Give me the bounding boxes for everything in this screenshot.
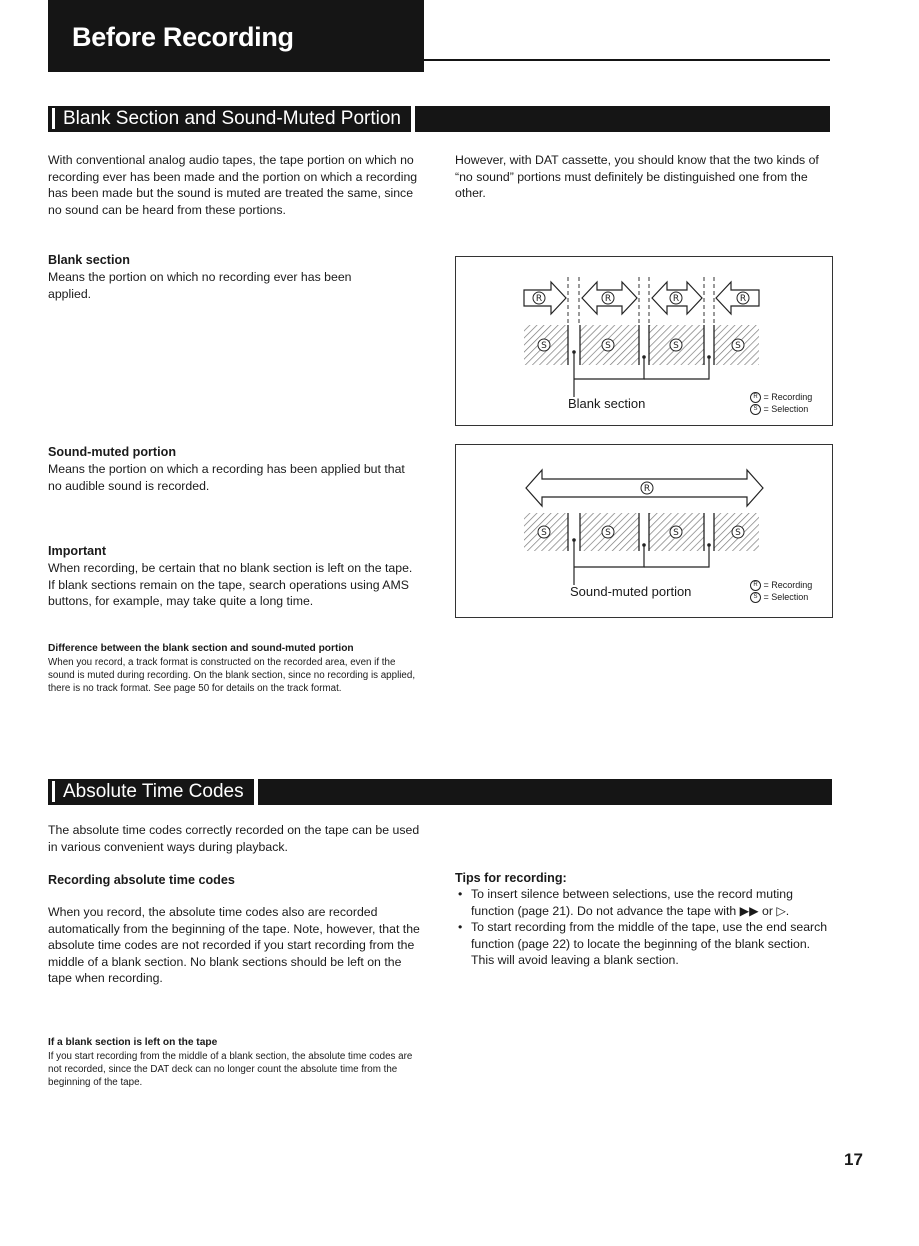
legend-recording [750, 579, 812, 591]
intro-right-paragraph: However, with DAT cassette, you should know that the two kinds of “no sound” portions must definitely be distinguished one from the other. [455, 153, 819, 201]
section-heading-blank [48, 106, 415, 132]
page-title: Before Recording [72, 22, 294, 52]
legend-s-mark-icon: S [750, 592, 761, 603]
legend-s-mark-icon: S [750, 404, 761, 415]
figure1-caption: Blank section [568, 396, 646, 411]
legend-selection-text: = Selection [763, 592, 809, 603]
important-text: When recording, be certain that no blank section is left on the tape. If blank sections remain on the tape, search operations using AMS buttons, for example, may take quite a long time. [48, 561, 413, 609]
legend-r-mark-icon: R [750, 580, 761, 591]
section-title-blank: Blank Section and Sound-Muted Portion [52, 108, 401, 129]
time-codes-intro: The absolute time codes correctly recorded on the tape can be used in various convenient ways during playback. [48, 823, 420, 854]
tip-item: • To start recording from the middle of the tape, use the end search function (page 22) to locate the beginning of the blank section. This will avoid leaving a blank section. [455, 919, 830, 969]
svg-text:S: S [673, 341, 679, 351]
svg-text:R: R [739, 294, 747, 304]
figure-blank-section [455, 256, 833, 426]
figure2-caption: Sound-muted portion [570, 584, 692, 599]
svg-text:S: S [605, 528, 611, 538]
section-heading-time-codes [48, 779, 258, 805]
blank-section-heading: Blank section [48, 253, 130, 267]
svg-text:R: R [604, 294, 612, 304]
legend-selection [750, 403, 812, 415]
header-rule [48, 59, 830, 61]
legend-selection [750, 591, 812, 603]
svg-text:R: R [535, 294, 543, 304]
important-heading: Important [48, 544, 107, 558]
svg-text:S: S [541, 341, 547, 351]
svg-text:R: R [643, 484, 651, 494]
difference-heading: Difference between the blank section and sound-muted portion [48, 643, 354, 654]
svg-text:S: S [735, 341, 741, 351]
tips-list [455, 886, 830, 969]
blank-section-text: Means the portion on which no recording ever has been applied. [48, 270, 352, 301]
tips-heading: Tips for recording: [455, 871, 567, 885]
blank-left-text: If you start recording from the middle of a blank section, the absolute time codes are not recorded, since the DAT deck can no longer count the absolute time from the beginning of the tape. [48, 1051, 413, 1089]
svg-text:R: R [672, 294, 680, 304]
sound-muted-text: Means the portion on which a recording has been applied but that no audible sound is recorded. [48, 462, 405, 493]
legend-recording [750, 391, 812, 403]
blank-left-heading: If a blank section is left on the tape [48, 1037, 218, 1048]
svg-text:S: S [605, 341, 611, 351]
figure-sound-muted-portion [455, 444, 833, 618]
legend-r-mark-icon: R [750, 392, 761, 403]
svg-text:S: S [673, 528, 679, 538]
difference-text: When you record, a track format is constructed on the recorded area, even if the sound is muted during recording. On the blank section, since no recording is applied, there is no track format. See page 50 for details on the track format. [48, 657, 416, 695]
recording-codes-heading: Recording absolute time codes [48, 873, 235, 887]
figure1-legend [750, 391, 812, 415]
svg-text:S: S [541, 528, 547, 538]
page-number: 17 [844, 1150, 863, 1169]
section-title-time-codes: Absolute Time Codes [52, 781, 244, 802]
legend-selection-text: = Selection [763, 404, 809, 415]
recording-codes-text: When you record, the absolute time codes also are recorded automatically from the beginning of the tape. Note, however, that the absolute time codes are not recorded if you start recording from the middle of a blank section. No blank sections should be left on the tape when recording. [48, 905, 420, 986]
legend-recording-text: = Recording [763, 392, 813, 402]
legend-recording-text: = Recording [763, 580, 813, 590]
sound-muted-heading: Sound-muted portion [48, 445, 177, 459]
intro-left-paragraph: With conventional analog audio tapes, the tape portion on which no recording ever has been made and the portion on which a recording has been made but the sound is muted are treated the same, since no sound can be heard from these portions. [48, 153, 418, 217]
tip-item: • To insert silence between selections, use the record muting function (page 21). Do not advance the tape with ▶▶ or ▷. [455, 886, 830, 919]
svg-text:S: S [735, 528, 741, 538]
figure2-legend [750, 579, 812, 603]
